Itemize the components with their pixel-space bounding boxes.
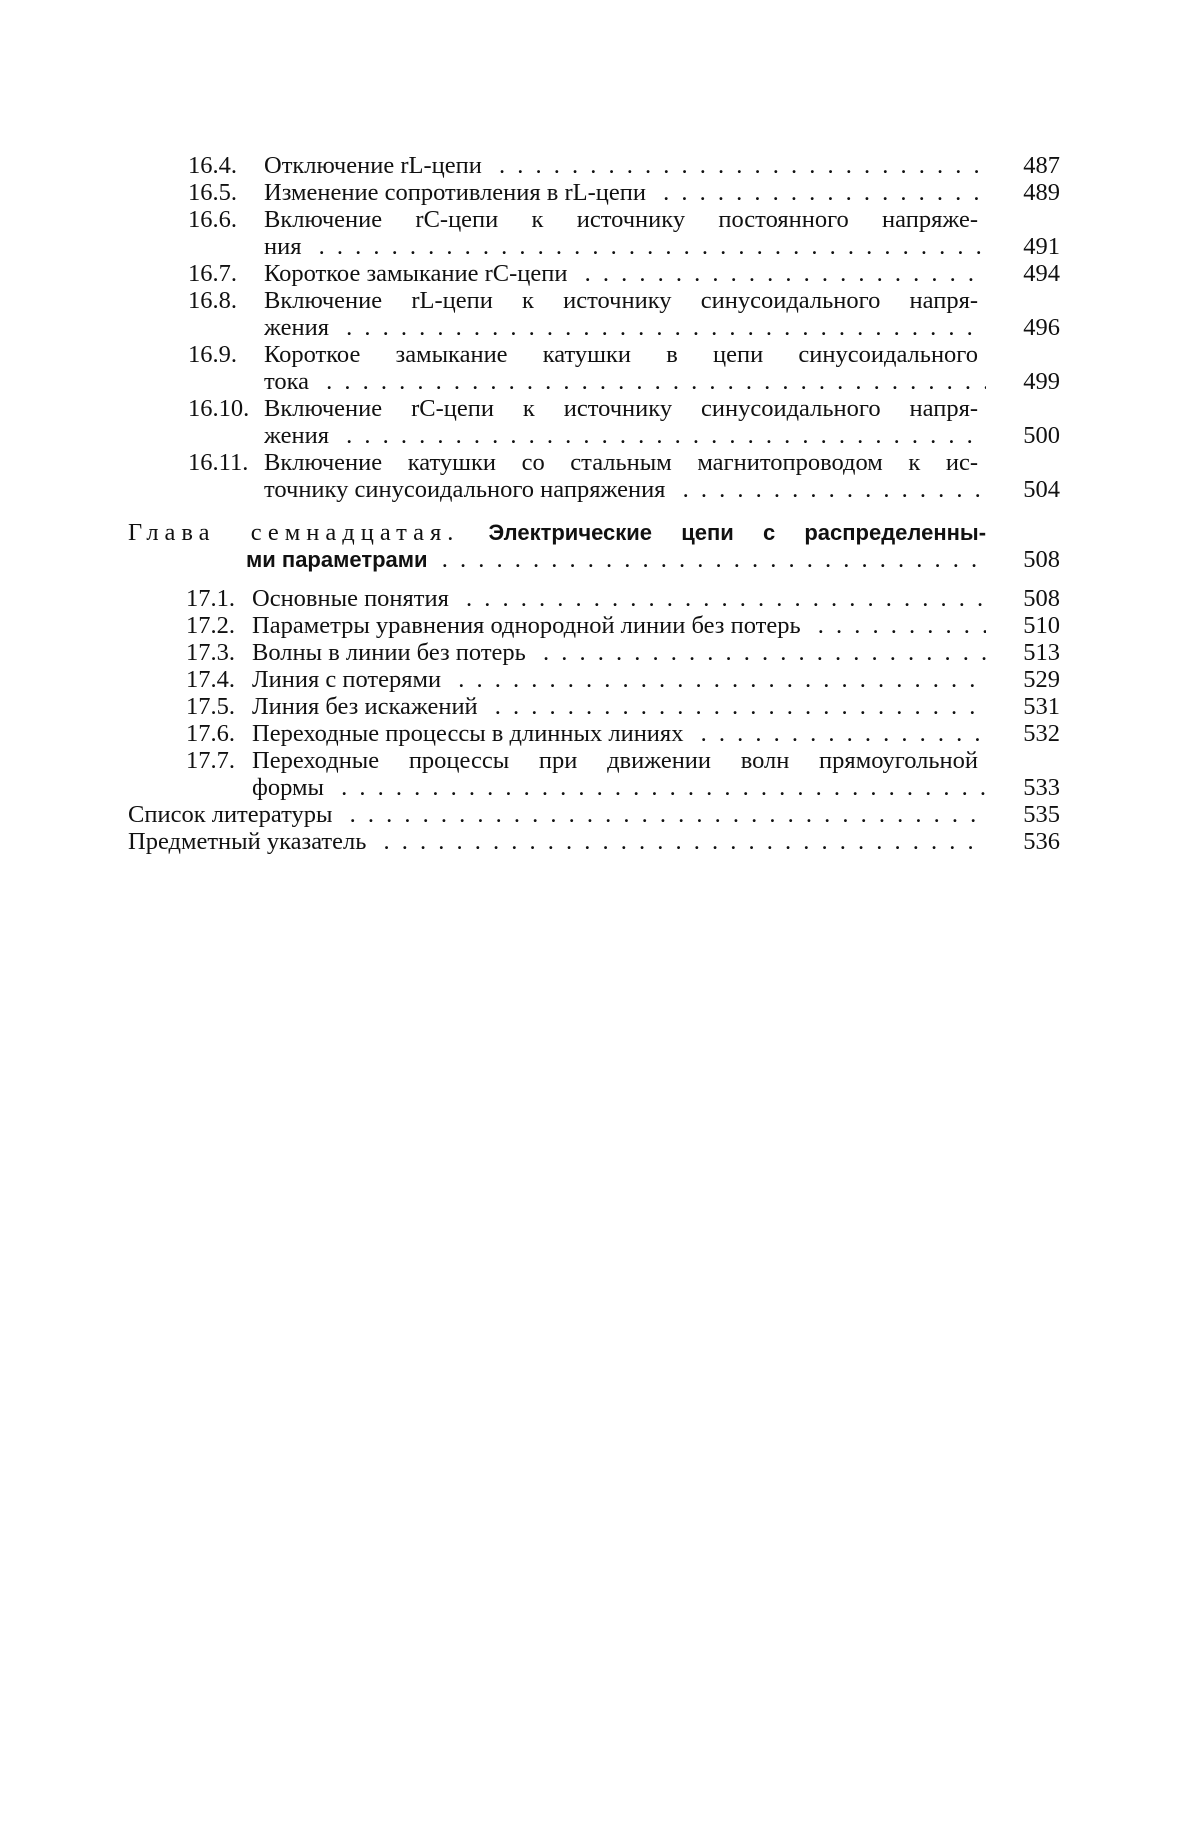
- toc-entry: [128, 666, 1060, 693]
- chapter-17-heading: [128, 519, 1060, 573]
- toc-entry-number: 17.4.: [186, 666, 235, 693]
- section-17-list: [128, 585, 1060, 801]
- chapter-page: 508: [1023, 546, 1060, 573]
- toc-entry-title: Линия без искажений: [252, 693, 486, 720]
- toc-end-title: Предметный указатель: [128, 828, 374, 855]
- toc-entry-title: Включение rC-цепи к источнику синусоидального напря-: [264, 395, 986, 422]
- toc-entry-title: Короткое замыкание rC-цепи: [264, 260, 575, 287]
- toc-entry-page: 500: [1023, 422, 1060, 449]
- toc-end-entry: [128, 801, 1060, 828]
- toc-entry-number: 16.8.: [188, 287, 237, 314]
- toc-end-title: Список литературы: [128, 801, 340, 828]
- toc-entry-number: 16.6.: [188, 206, 237, 233]
- toc-entry: [128, 152, 1060, 179]
- toc-entry: [128, 747, 1060, 801]
- toc-entry-number: 17.7.: [186, 747, 235, 774]
- toc-entry-page: 496: [1023, 314, 1060, 341]
- section-16-list: [128, 152, 1060, 503]
- toc-entry: [128, 341, 1060, 395]
- toc-entry-title: Включение rL-цепи к источнику синусоидального напря-: [264, 287, 986, 314]
- toc-entry-page: 508: [1023, 585, 1060, 612]
- toc-entry-page: 504: [1023, 476, 1060, 503]
- toc-entry-title: Переходные процессы в длинных линиях: [252, 720, 691, 747]
- toc-entry-page: 489: [1023, 179, 1060, 206]
- toc-entry-number: 16.4.: [188, 152, 237, 179]
- toc-entry-title: Изменение сопротивления в rL-цепи: [264, 179, 654, 206]
- toc-end-entry: [128, 828, 1060, 855]
- toc-entry-number: 16.10.: [188, 395, 250, 422]
- toc-entry-number: 16.9.: [188, 341, 237, 368]
- toc-entry: [128, 179, 1060, 206]
- toc-entry: [128, 206, 1060, 260]
- toc-entry-title: Включение rC-цепи к источнику постоянного напряже-: [264, 206, 986, 233]
- toc-entry-page: 491: [1023, 233, 1060, 260]
- toc-entry-title: точнику синусоидального напряжения: [264, 476, 673, 503]
- toc-entry-page: 531: [1023, 693, 1060, 720]
- toc-entry-number: 17.6.: [186, 720, 235, 747]
- toc-entry-number: 16.5.: [188, 179, 237, 206]
- toc-entry-page: 494: [1023, 260, 1060, 287]
- toc-entry-number: 17.2.: [186, 612, 235, 639]
- toc-entry-number: 16.7.: [188, 260, 237, 287]
- toc-entry-title: Волны в линии без потерь: [252, 639, 534, 666]
- toc-entry: [128, 395, 1060, 449]
- chapter-title-line1: Электрические цепи с распределенны-: [488, 520, 986, 545]
- toc-entry: [128, 449, 1060, 503]
- chapter-label: Глава семнадцатая.: [128, 519, 460, 546]
- toc-entry-title: Основные понятия: [252, 585, 457, 612]
- toc-entry-page: 499: [1023, 368, 1060, 395]
- toc-entry-number: 17.1.: [186, 585, 235, 612]
- toc-entry-title: тока: [264, 368, 317, 395]
- toc-entry: [128, 260, 1060, 287]
- toc-entry-number: 17.3.: [186, 639, 235, 666]
- chapter-title-line2: ми параметрами: [246, 547, 436, 572]
- toc-entry-title: Переходные процессы при движении волн прямоугольной: [252, 747, 986, 774]
- toc-end-page: 535: [1023, 801, 1060, 828]
- toc-entry-title: Отключение rL-цепи: [264, 152, 490, 179]
- toc-entry-page: 533: [1023, 774, 1060, 801]
- toc-entry-page: 510: [1023, 612, 1060, 639]
- toc-entry: [128, 612, 1060, 639]
- toc-entry-page: 487: [1023, 152, 1060, 179]
- toc-entry-number: 16.11.: [188, 449, 249, 476]
- toc-end-page: 536: [1023, 828, 1060, 855]
- toc-entry-title: Линия с потерями: [252, 666, 449, 693]
- end-items-list: [128, 801, 1060, 855]
- toc-entry-title: жения: [264, 314, 337, 341]
- toc-entry-title: жения: [264, 422, 337, 449]
- toc-entry-page: 529: [1023, 666, 1060, 693]
- toc-entry-title: ния: [264, 233, 310, 260]
- toc-entry: [128, 287, 1060, 341]
- toc-entry-page: 513: [1023, 639, 1060, 666]
- toc-entry-page: 532: [1023, 720, 1060, 747]
- toc-entry-title: Короткое замыкание катушки в цепи синусоидального: [264, 341, 986, 368]
- toc-entry: [128, 720, 1060, 747]
- toc-entry: [128, 585, 1060, 612]
- toc-entry: [128, 639, 1060, 666]
- toc-entry: [128, 693, 1060, 720]
- toc-entry-number: 17.5.: [186, 693, 235, 720]
- table-of-contents: [128, 152, 1060, 855]
- toc-entry-title: формы: [252, 774, 332, 801]
- toc-entry-title: Параметры уравнения однородной линии без потерь: [252, 612, 809, 639]
- toc-entry-title: Включение катушки со стальным магнитопроводом к ис-: [264, 449, 986, 476]
